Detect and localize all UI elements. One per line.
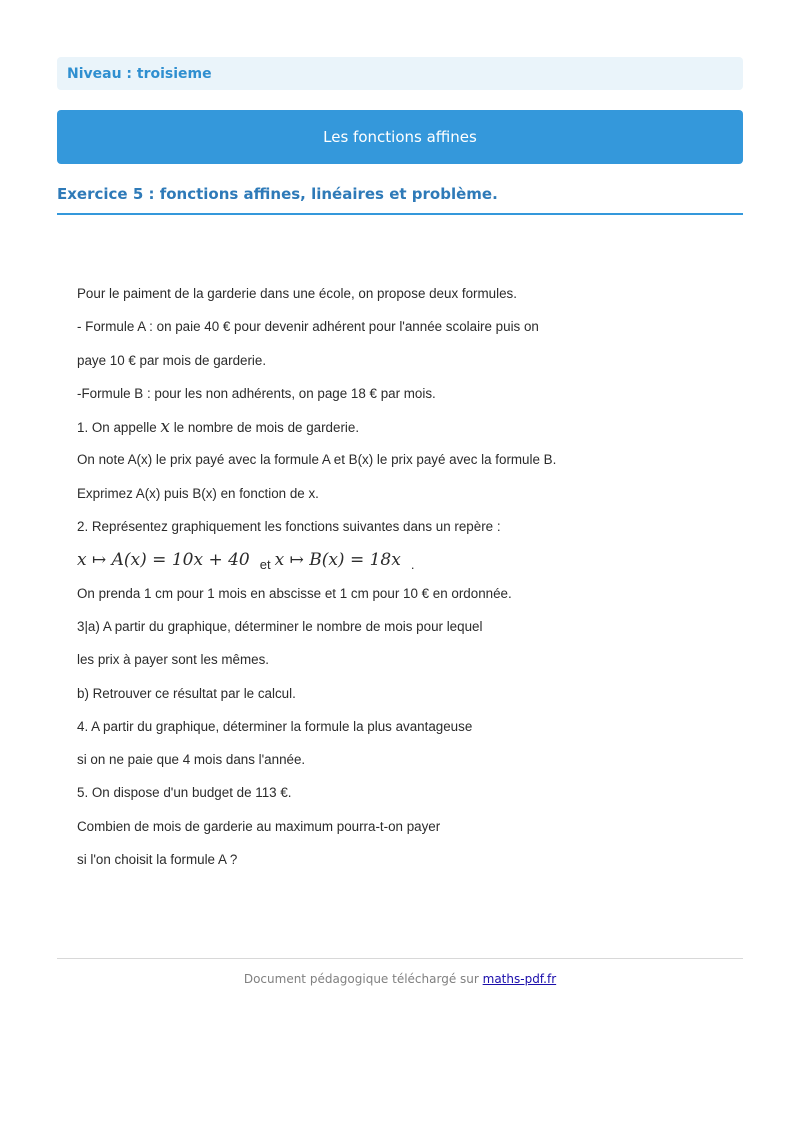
exercise-heading: Exercice 5 : fonctions affines, linéaires et problème. xyxy=(57,185,743,215)
exercise-line: On prenda 1 cm pour 1 mois en abscisse et 1 cm pour 10 € en ordonnée. xyxy=(77,585,512,601)
exercise-line: si l'on choisit la formule A ? xyxy=(77,852,238,868)
formula-end: . xyxy=(410,557,415,573)
exercise-line: Pour le paiment de la garderie dans une école, on propose deux formules. xyxy=(77,286,517,301)
formula-a: x ↦ A(x) = 10x + 40 xyxy=(77,550,250,571)
exercise-body xyxy=(77,284,737,883)
exercise-line: 2. Représentez graphiquement les fonctions suivantes dans un repère : xyxy=(77,519,501,535)
exercise-line: On note A(x) le prix payé avec la formule A et B(x) le prix payé avec la formule B. xyxy=(77,452,557,468)
footer-divider xyxy=(57,958,743,959)
question-1-text-start: 1. On appelle xyxy=(77,420,161,436)
exercise-line: Combien de mois de garderie au maximum pourra-t-on payer xyxy=(77,818,441,834)
footer-text: Document pédagogique téléchargé sur xyxy=(243,972,483,986)
formula-b: x ↦ B(x) = 18x xyxy=(274,550,401,571)
formula-line xyxy=(77,550,737,583)
exercise-line: -Formule B : pour les non adhérents, on page 18 € par mois. xyxy=(77,385,436,401)
exercise-line: 5. On dispose d'un budget de 113 €. xyxy=(77,785,292,801)
variable-x: x xyxy=(160,417,170,438)
question-1-text-end: le nombre de mois de garderie. xyxy=(169,420,360,436)
exercise-line: 3|a) A partir du graphique, déterminer le nombre de mois pour lequel xyxy=(77,618,483,634)
exercise-line: - Formule A : on paie 40 € pour devenir adhérent pour l'année scolaire puis on xyxy=(77,319,539,335)
exercise-line: les prix à payer sont les mêmes. xyxy=(77,652,270,668)
footer xyxy=(57,972,743,986)
level-badge xyxy=(57,57,743,90)
exercise-line: 4. A partir du graphique, déterminer la formule la plus avantageuse xyxy=(77,718,473,734)
exercise-line: si on ne paie que 4 mois dans l'année. xyxy=(77,752,306,768)
exercise-line: paye 10 € par mois de garderie. xyxy=(77,352,267,368)
title-banner xyxy=(57,110,743,164)
exercise-line: Exprimez A(x) puis B(x) en fonction de x. xyxy=(77,485,319,501)
banner-title: Les fonctions affines xyxy=(323,128,477,146)
exercise-line: b) Retrouver ce résultat par le calcul. xyxy=(77,685,296,701)
footer-link[interactable]: maths-pdf.fr xyxy=(482,972,557,986)
formula-join: et xyxy=(259,557,271,573)
question-1-line xyxy=(77,417,737,450)
level-label: Niveau : troisieme xyxy=(67,65,212,82)
